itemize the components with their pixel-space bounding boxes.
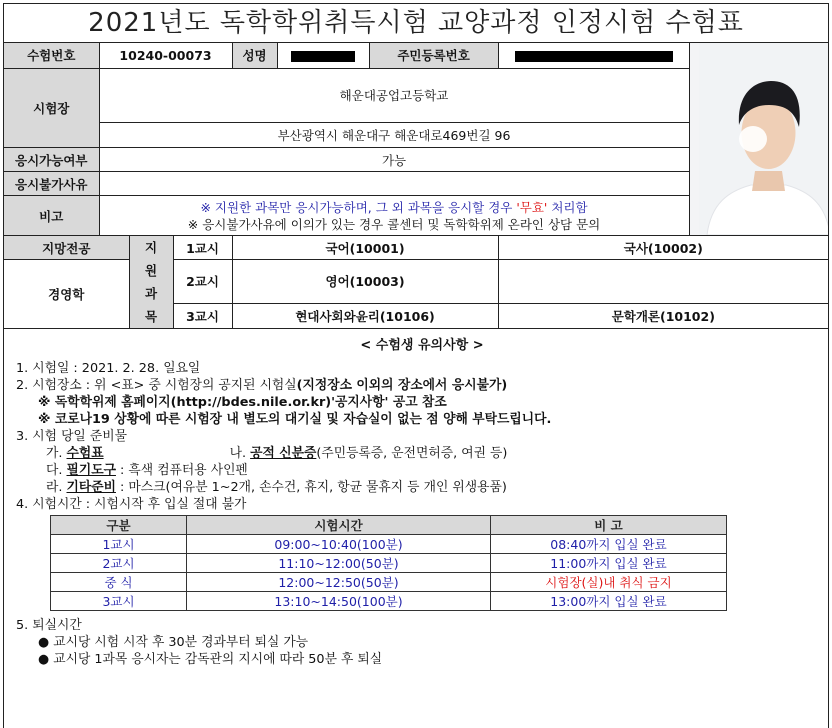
desired-major-label: 지망전공 [4,236,129,260]
schedule-header-category: 구분 [51,516,187,535]
exam-site-name: 해운대공업고등학교 [99,68,689,123]
exam-schedule-table [50,515,727,611]
period-1-subject-1: 국어(10001) [232,236,498,260]
eligibility-label: 응시가능여부 [4,148,99,172]
note-exit-bullet-1: ● 교시당 시험 시작 후 30분 경과부터 퇴실 가능 [38,635,309,650]
period-1-label: 1교시 [173,236,232,260]
photo-portrait [699,43,829,235]
candidate-notes [4,337,828,668]
schedule-label: 1교시 [51,535,187,554]
table-row [51,592,727,611]
schedule-note: 08:40까지 입실 완료 [491,535,727,554]
schedule-time: 13:10~14:50(100분) [187,592,491,611]
schedule-label: 3교시 [51,592,187,611]
exam-site-label: 시험장 [4,68,99,148]
schedule-header-time: 시험시간 [187,516,491,535]
notes-title: < 수험생 유의사항 > [360,338,484,353]
note-exam-date: 1. 시험일 : 2021. 2. 28. 일요일 [16,361,201,376]
exam-number-value: 10240-00073 [99,43,232,68]
ineligibility-reason-value [99,172,689,196]
schedule-time: 12:00~12:50(50분) [187,573,491,592]
period-2-subject-2 [498,260,828,304]
resident-number-label: 주민등록번호 [369,43,498,68]
note-covid: ※ 코로나19 상황에 따른 시험장 내 별도의 대기실 및 자습실이 없는 점 양해 부탁드립니다. [38,412,552,427]
schedule-note: 13:00까지 입실 완료 [491,592,727,611]
exam-site-address: 부산광역시 해운대구 해운대로469번길 96 [99,123,689,148]
note-homepage: ※ 독학학위제 홈페이지(http://bdes.nile.or.kr)'공지사항' 공고 참조 [38,395,447,410]
schedule-label: 2교시 [51,554,187,573]
period-3-label: 3교시 [173,303,232,328]
note-supplies: 3. 시험 당일 준비물 [16,429,127,444]
period-2-subject-1: 영어(10003) [232,260,498,304]
applicant-photo [689,43,828,236]
remarks-content [99,196,689,236]
note-supplies-ra: 라. 기타준비 : 마스크(여유분 1~2개, 손수건, 휴지, 항균 물휴지 등 개인 위생용품) [46,480,507,495]
period-1-subject-2: 국사(10002) [498,236,828,260]
name-label: 성명 [232,43,277,68]
applicant-info-table [4,43,828,329]
note-exit-time: 5. 퇴실시간 [16,618,82,633]
note-supplies-ga-na: 가. 수험표 나. 공적 신분증(주민등록증, 운전면허증, 여권 등) [46,446,508,461]
desired-major-value: 경영학 [4,260,129,329]
period-3-subject-2: 문학개론(10102) [498,303,828,328]
note-supplies-da: 다. 필기도구 : 흑색 컴퓨터용 사인펜 [46,463,248,478]
name-redacted [277,43,369,68]
table-row [51,554,727,573]
table-row [51,535,727,554]
ineligibility-reason-label: 응시불가사유 [4,172,99,196]
document-title: 2021년도 독학학위취득시험 교양과정 인정시험 수험표 [4,4,828,43]
period-2-label: 2교시 [173,260,232,304]
exam-admission-ticket [3,3,829,728]
schedule-label: 중 식 [51,573,187,592]
note-exit-bullet-2: ● 교시당 1과목 응시자는 감독관의 지시에 따라 50분 후 퇴실 [38,652,383,667]
schedule-note: 시험장(실)내 취식 금지 [491,573,727,592]
remark-line-2: ※ 응시불가사유에 이의가 있는 경우 콜센터 및 독학학위제 온라인 상담 문의 [187,216,601,232]
schedule-time: 09:00~10:40(100분) [187,535,491,554]
schedule-time: 11:10~12:00(50분) [187,554,491,573]
exam-number-label: 수험번호 [4,43,99,68]
remarks-label: 비고 [4,196,99,236]
schedule-note: 11:00까지 입실 완료 [491,554,727,573]
applied-subjects-label: 지 원 과 목 [129,236,173,329]
remark-line-1: ※ 지원한 과목만 응시가능하며, 그 외 과목을 응시할 경우 '무효' 처리함 [200,199,588,215]
resident-number-redacted [498,43,689,68]
table-row [51,573,727,592]
period-3-subject-1: 현대사회와윤리(10106) [232,303,498,328]
schedule-header-remark: 비 고 [491,516,727,535]
eligibility-value: 가능 [99,148,689,172]
note-exam-place: 2. 시험장소 : 위 <표> 중 시험장의 공지된 시험실(지정장소 이외의 장소에서 응시불가) [16,378,508,393]
note-exam-time: 4. 시험시간 : 시험시작 후 입실 절대 불가 [16,497,247,512]
